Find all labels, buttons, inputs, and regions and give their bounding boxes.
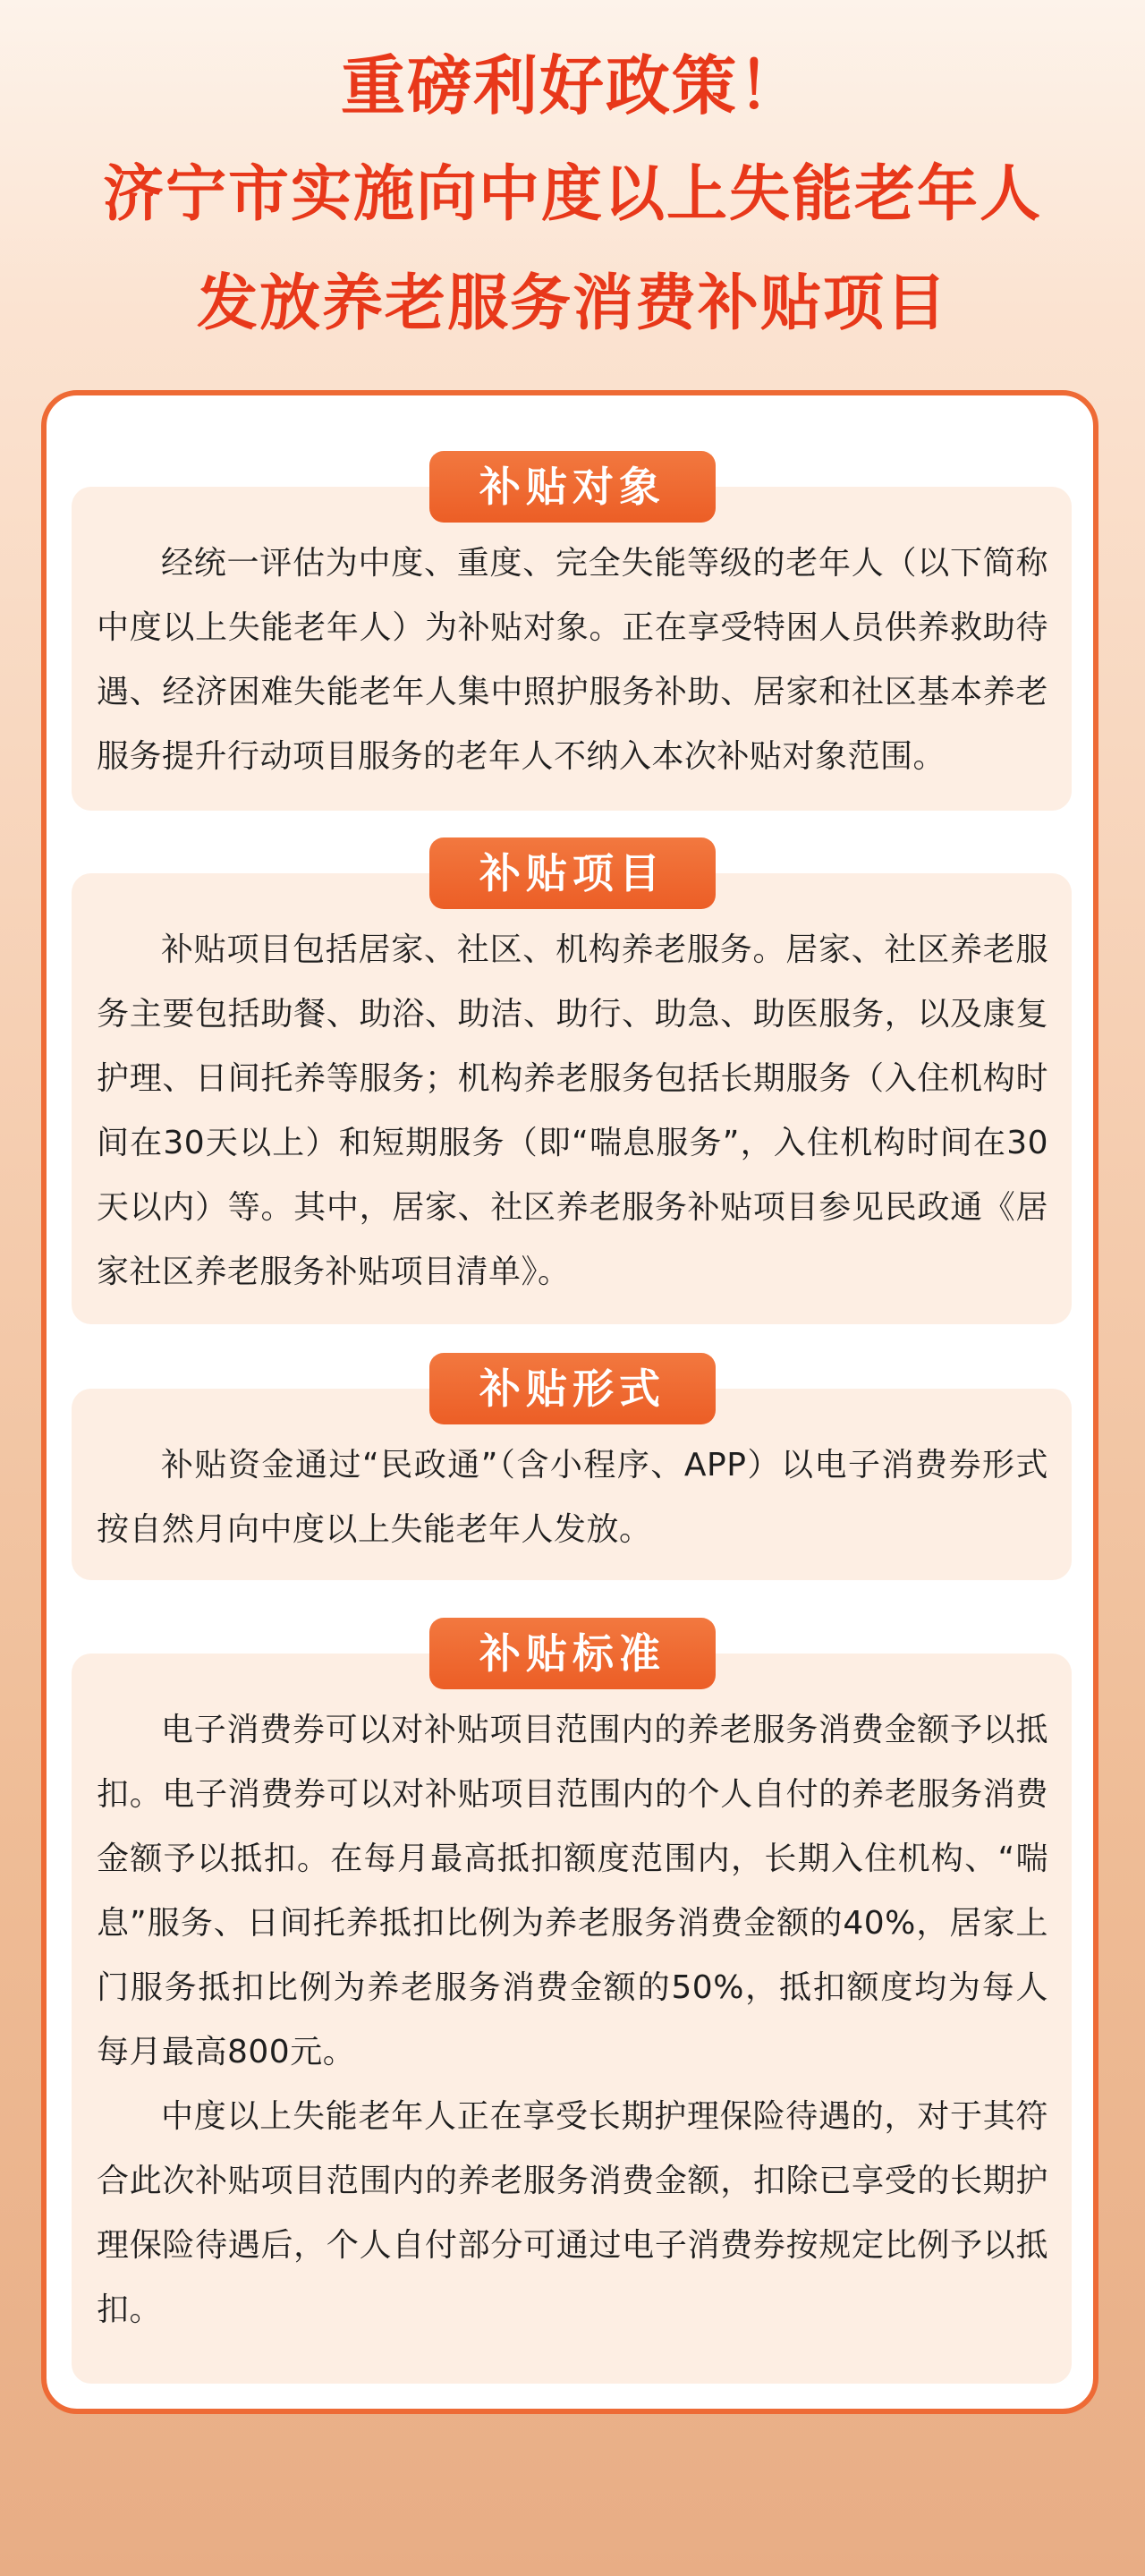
section-title-subsidy-items: 补贴项目 — [429, 837, 716, 909]
page-header — [0, 36, 1145, 339]
section-paragraph: 经统一评估为中度、重度、完全失能等级的老年人（以下简称中度以上失能老年人）为补贴对象。正在享受特困人员供养救助待遇、经济困难失能老年人集中照护服务补助、居家和社区基本养老服务提升行动项目服务的老年人不纳入本次补贴对象范围。 — [97, 545, 1048, 775]
section-paragraph: 中度以上失能老年人正在享受长期护理保险待遇的，对于其符合此次补贴项目范围内的养老服务消费金额，扣除已享受的长期护理保险待遇后，个人自付部分可通过电子消费券按规定比例予以抵扣。 — [97, 2098, 1048, 2328]
section-subsidy-items — [72, 873, 1072, 1324]
section-title-subsidy-standard: 补贴标准 — [429, 1618, 716, 1689]
headline-line-2: 济宁市实施向中度以上失能老年人 — [102, 159, 1042, 230]
section-title-subsidy-recipients: 补贴对象 — [429, 451, 716, 523]
section-paragraph: 电子消费券可以对补贴项目范围内的养老服务消费金额予以抵扣。电子消费券可以对补贴项目范围内的个人自付的养老服务消费金额予以抵扣。在每月最高抵扣额度范围内，长期入住机构、“喘息”服务、日间托养抵扣比例为养老服务消费金额的40%，居家上门服务抵扣比例为养老服务消费金额的50%，抵扣额度均为每人每月最高800元。 — [97, 1712, 1048, 2070]
section-paragraph: 补贴资金通过“民政通”（含小程序、APP）以电子消费券形式按自然月向中度以上失能老年人发放。 — [97, 1447, 1048, 1548]
headline-line-1: 重磅利好政策！ — [340, 48, 804, 123]
section-subsidy-standard — [72, 1654, 1072, 2384]
section-paragraph: 补贴项目包括居家、社区、机构养老服务。居家、社区养老服务主要包括助餐、助浴、助洁、助行、助急、助医服务，以及康复护理、日间托养等服务；机构养老服务包括长期服务（入住机构时间在30天以上）和短期服务（即“喘息服务”，入住机构时间在30天以内）等。其中，居家、社区养老服务补贴项目参见民政通《居家社区养老服务补贴项目清单》。 — [97, 931, 1048, 1290]
headline-line-3: 发放养老服务消费补贴项目 — [196, 268, 948, 339]
section-title-subsidy-form: 补贴形式 — [429, 1353, 716, 1424]
section-subsidy-recipients — [72, 487, 1072, 811]
